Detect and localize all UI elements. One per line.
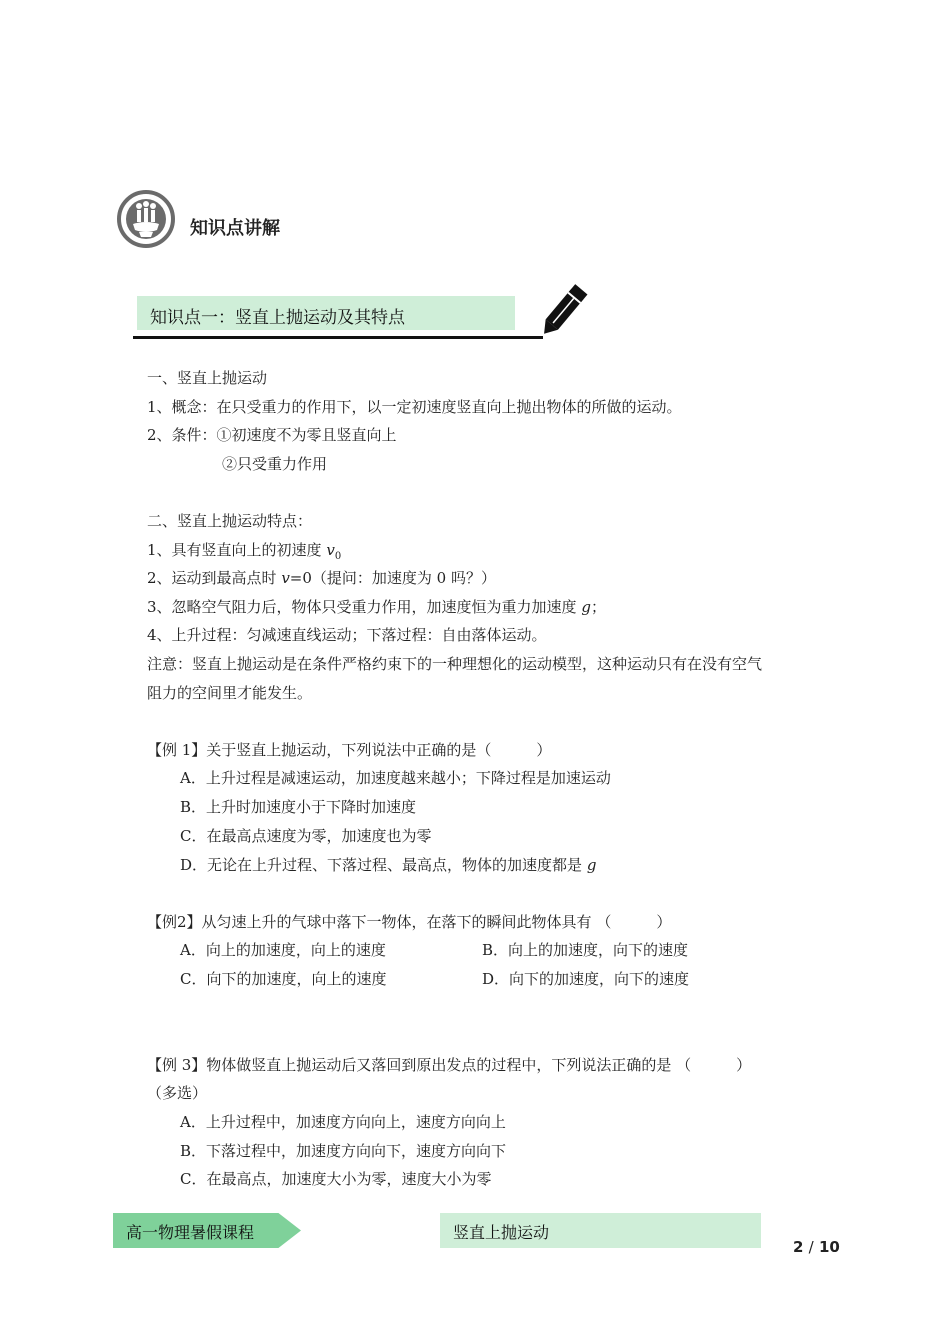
section-title: 知识点讲解 (190, 218, 280, 239)
page-separator: / (808, 1238, 814, 1256)
example-1-option-a: A．上升过程是减速运动，加速度越来越小；下降过程是加速运动 (180, 769, 611, 787)
footer-topic-label: 竖直上抛运动 (453, 1223, 550, 1242)
banner-underline (133, 336, 543, 339)
example-2-option-d: D．向下的加速度，向下的速度 (482, 970, 690, 988)
part2-item-3: 3、忽略空气阻力后，物体只受重力作用，加速度恒为重力加速度 g； (147, 598, 606, 616)
page-current: 2 (793, 1238, 804, 1256)
page-number (793, 1238, 840, 1256)
chess-pieces-icon (117, 190, 175, 248)
footer-course-label: 高一物理暑假课程 (126, 1223, 255, 1242)
part1-condition-1: 2、条件：①初速度不为零且竖直向上 (147, 426, 397, 444)
part1-condition-2: ②只受重力作用 (222, 455, 328, 473)
part2-note-line-1: 注意：竖直上抛运动是在条件严格约束下的一种理想化的运动模型，这种运动只有在没有空气 (147, 655, 763, 673)
part2-note-line-2: 阻力的空间里才能发生。 (147, 684, 313, 702)
example-3-option-a: A．上升过程中，加速度方向向上，速度方向向上 (180, 1113, 506, 1131)
example-3-option-c: C．在最高点，加速度大小为零，速度大小为零 (180, 1170, 492, 1188)
part1-heading: 一、竖直上抛运动 (147, 369, 268, 387)
example-2-option-a: A．向上的加速度，向上的速度 (180, 941, 386, 959)
part1-concept: 1、概念：在只受重力的作用下，以一定初速度竖直向上抛出物体的所做的运动。 (147, 398, 682, 416)
part2-item-4: 4、上升过程：匀减速直线运动；下落过程：自由落体运动。 (147, 626, 547, 644)
example-2-stem: 【例2】从匀速上升的气球中落下一物体，在落下的瞬间此物体具有 （ ） (147, 913, 672, 931)
example-1-stem: 【例 1】关于竖直上抛运动，下列说法中正确的是（ ） (147, 741, 552, 759)
part2-item-1: 1、具有竖直向上的初速度 $v_0$ (147, 541, 342, 562)
part2-heading: 二、竖直上抛运动特点： (147, 512, 313, 530)
pencil-icon (533, 280, 595, 340)
example-1-option-c: C．在最高点速度为零，加速度也为零 (180, 827, 432, 845)
example-3-stem-line-2: （多选） (147, 1084, 208, 1102)
page-total: 10 (818, 1238, 840, 1256)
example-1-option-d: D．无论在上升过程、下落过程、最高点，物体的加速度都是 g (180, 856, 597, 874)
knowledge-point-title: 知识点一：竖直上抛运动及其特点 (150, 308, 405, 328)
part2-item-2: 2、运动到最高点时 v=0（提问：加速度为 0 吗？） (147, 569, 496, 587)
example-1-option-b: B．上升时加速度小于下降时加速度 (180, 798, 417, 816)
example-3-option-b: B．下落过程中，加速度方向向下，速度方向向下 (180, 1142, 507, 1160)
example-2-option-c: C．向下的加速度，向上的速度 (180, 970, 387, 988)
example-3-stem: 【例 3】物体做竖直上抛运动后又落回到原出发点的过程中，下列说法正确的是 （ ） (147, 1056, 752, 1074)
example-2-option-b: B．向上的加速度，向下的速度 (482, 941, 689, 959)
